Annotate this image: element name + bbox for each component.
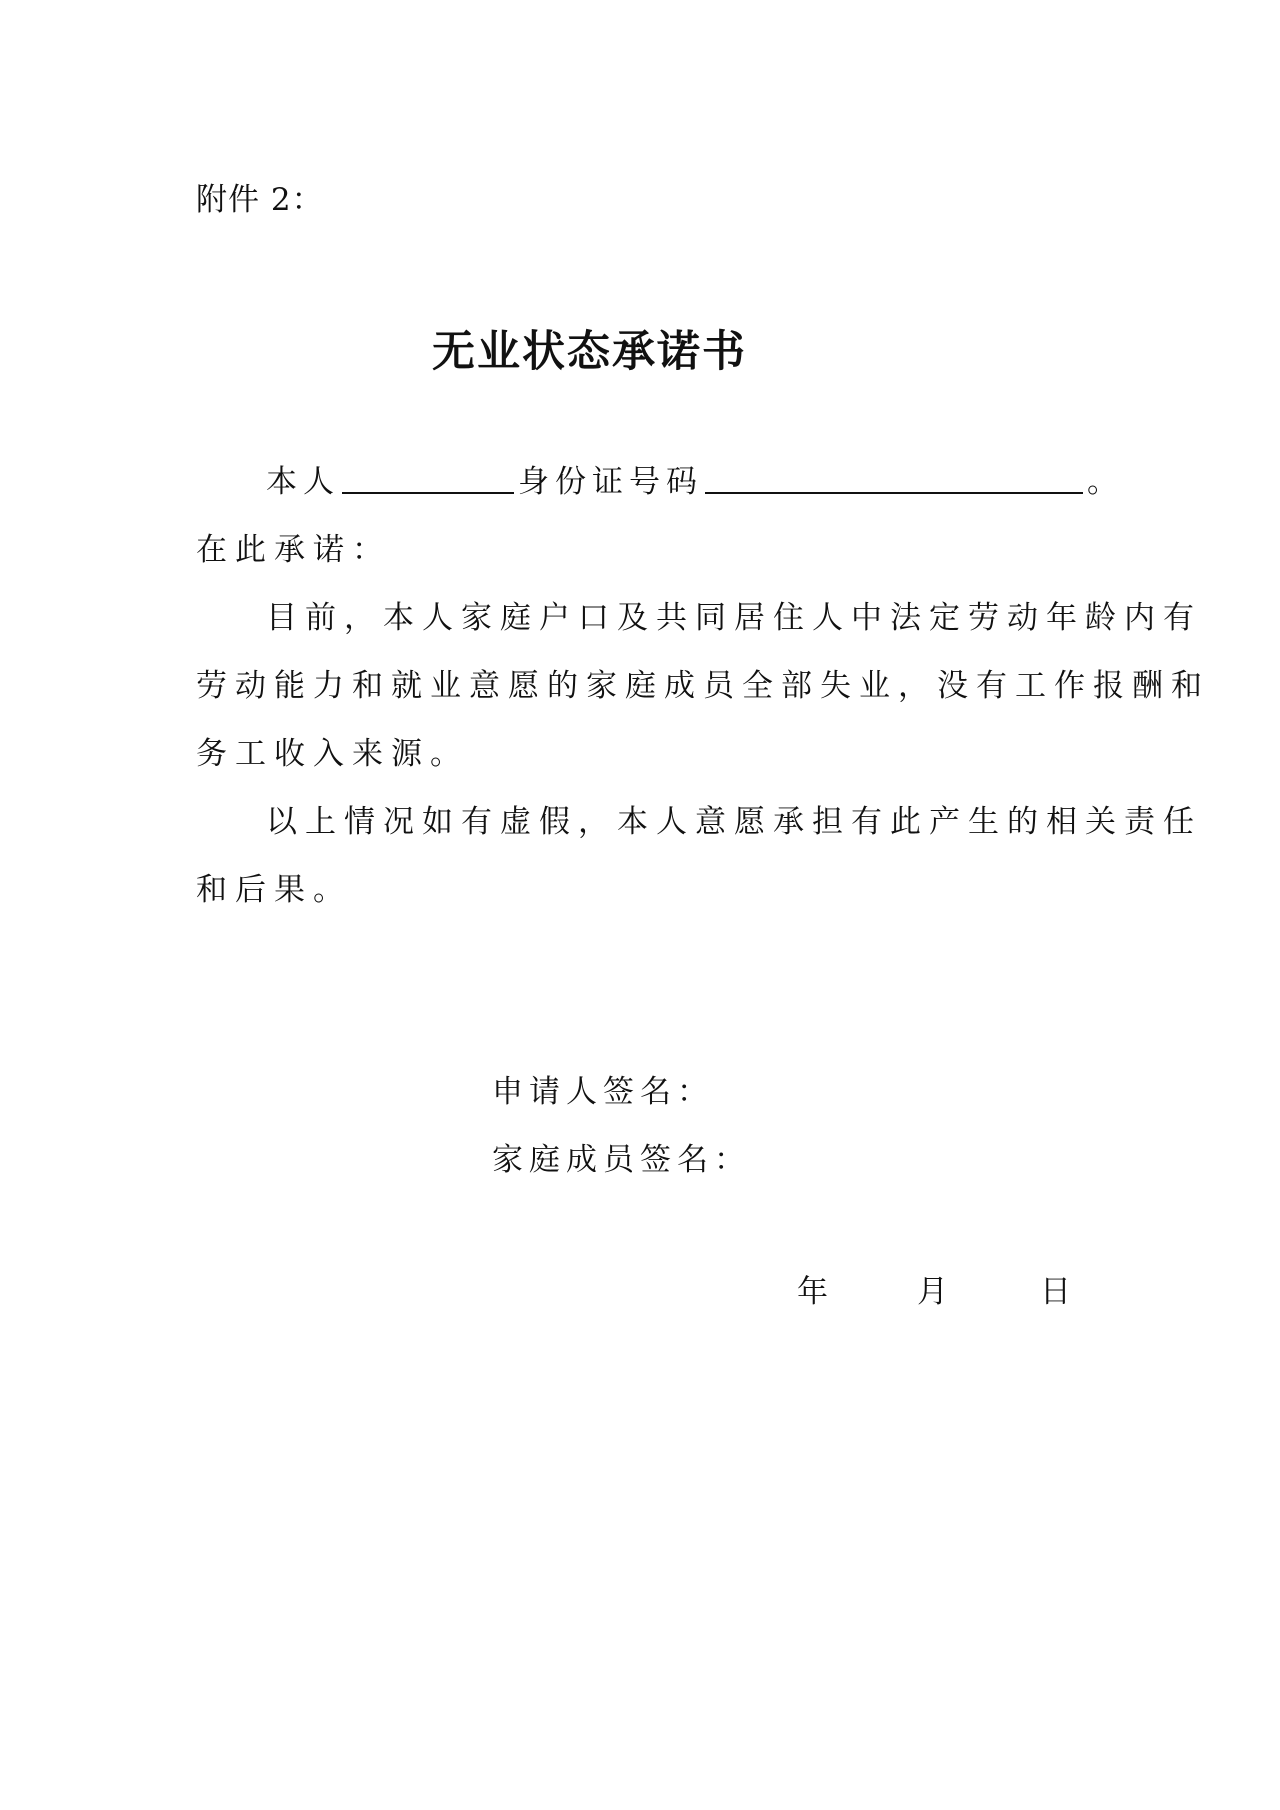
declaration-prefix: 本人 — [266, 464, 340, 500]
applicant-signature-label: 申请人签名： — [492, 1074, 714, 1110]
document-title: 无业状态承诺书 — [432, 327, 747, 377]
body-line-2: 劳动能力和就业意愿的家庭成员全部失业，没有工作报酬和 — [196, 668, 1210, 704]
body-line-3: 务工收入来源。 — [196, 736, 469, 772]
id-number-blank-field[interactable] — [705, 462, 1083, 494]
family-signature-label: 家庭成员签名： — [492, 1142, 751, 1178]
id-number-label: 身份证号码 — [518, 464, 703, 500]
date-day-label: 日 — [1040, 1274, 1071, 1310]
body-line-1: 目前，本人家庭户口及共同居住人中法定劳动年龄内有 — [266, 600, 1202, 636]
name-blank-field[interactable] — [342, 462, 514, 494]
date-month-label: 月 — [917, 1274, 948, 1310]
declaration-line — [266, 456, 1124, 501]
liability-line-1: 以上情况如有虚假，本人意愿承担有此产生的相关责任 — [266, 804, 1202, 840]
intro-line: 在此承诺： — [196, 532, 391, 568]
declaration-end-mark: 。 — [1087, 464, 1124, 500]
date-year-label: 年 — [797, 1274, 828, 1310]
attachment-label: 附件 2： — [196, 182, 324, 218]
liability-line-2: 和后果。 — [196, 872, 352, 908]
